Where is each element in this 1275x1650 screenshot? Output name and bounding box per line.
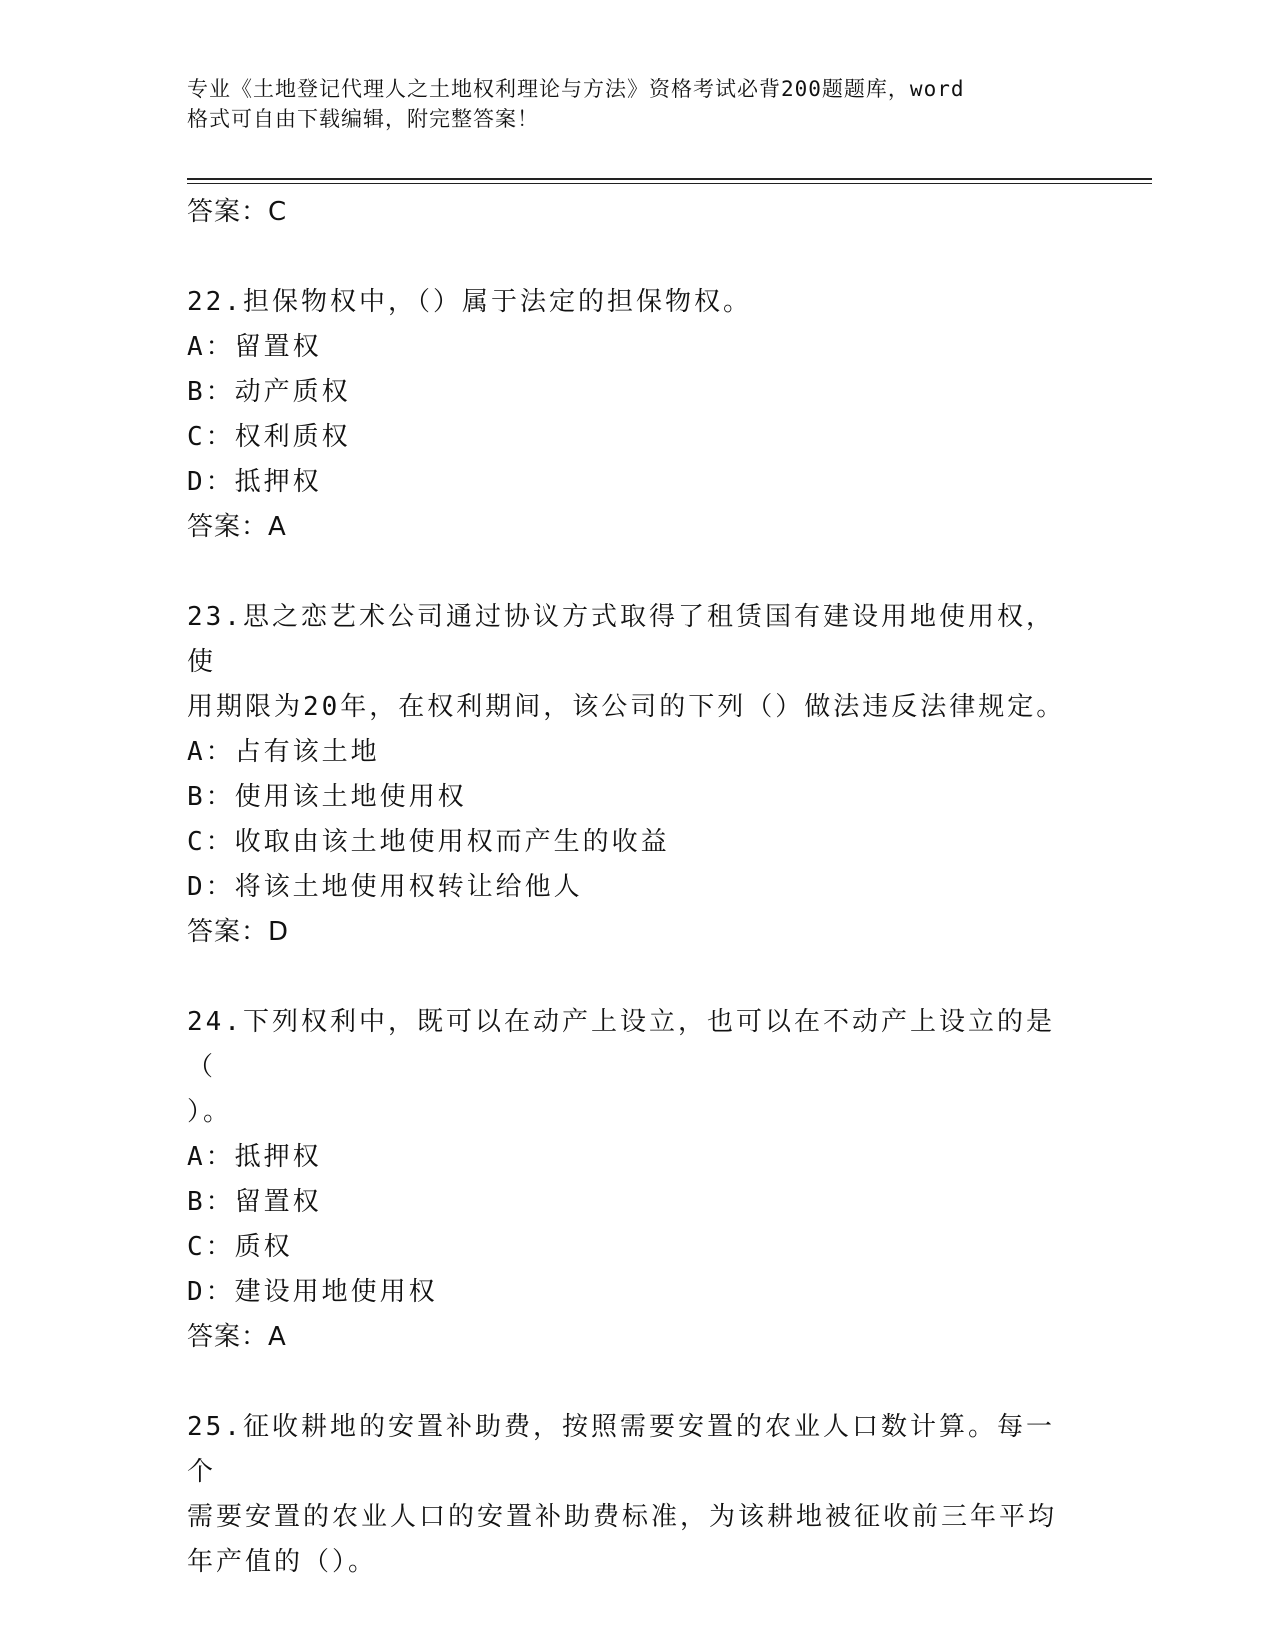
answer-line: 答案：A — [187, 512, 287, 542]
question-stem-line: 需要安置的农业人口的安置补助费标准，为该耕地被征收前三年平均 — [187, 1502, 1058, 1532]
question-stem-line: 24.下列权利中，既可以在动产上设立，也可以在不动产上设立的是（ — [187, 1007, 1055, 1082]
question-block — [187, 1405, 1067, 1585]
question-block — [187, 280, 1067, 549]
answer-line: 答案：D — [187, 917, 290, 947]
spacer — [187, 234, 1067, 280]
spacer — [187, 549, 1067, 595]
option-a: A：占有该土地 — [187, 737, 380, 767]
option-c: C：权利质权 — [187, 422, 351, 452]
question-stem-line: 用期限为20年，在权利期间，该公司的下列（）做法违反法律规定。 — [187, 692, 1066, 722]
spacer — [187, 954, 1067, 1000]
option-b: B：动产质权 — [187, 377, 351, 407]
question-block — [187, 595, 1067, 954]
answer-line: 答案：C — [187, 197, 288, 227]
answer-line: 答案：A — [187, 1322, 287, 1352]
header-line-1: 专业《土地登记代理人之土地权利理论与方法》资格考试必背200题题库，word — [187, 77, 965, 101]
option-d: D：建设用地使用权 — [187, 1277, 438, 1307]
question-list — [187, 190, 1067, 1585]
option-c: C：质权 — [187, 1232, 293, 1262]
option-b: B：使用该土地使用权 — [187, 782, 467, 812]
option-a: A：抵押权 — [187, 1142, 322, 1172]
header-rule-thick — [187, 178, 1152, 180]
question-block — [187, 1000, 1067, 1359]
header-line-2: 格式可自由下载编辑，附完整答案！ — [187, 107, 539, 131]
document-header — [187, 74, 1067, 134]
option-d: D：抵押权 — [187, 467, 322, 497]
option-a: A：留置权 — [187, 332, 322, 362]
option-d: D：将该土地使用权转让给他人 — [187, 872, 583, 902]
option-c: C：收取由该土地使用权而产生的收益 — [187, 827, 670, 857]
question-stem-line: 23.思之恋艺术公司通过协议方式取得了租赁国有建设用地使用权，使 — [187, 602, 1055, 677]
spacer — [187, 1359, 1067, 1405]
question-stem-line: 25.征收耕地的安置补助费，按照需要安置的农业人口数计算。每一个 — [187, 1412, 1055, 1487]
header-rule-thin — [187, 183, 1152, 184]
question-stem-line: ）。 — [187, 1097, 233, 1127]
question-stem: 22.担保物权中，（）属于法定的担保物权。 — [187, 287, 752, 317]
option-b: B：留置权 — [187, 1187, 322, 1217]
question-stem-line: 年产值的（）。 — [187, 1547, 378, 1577]
